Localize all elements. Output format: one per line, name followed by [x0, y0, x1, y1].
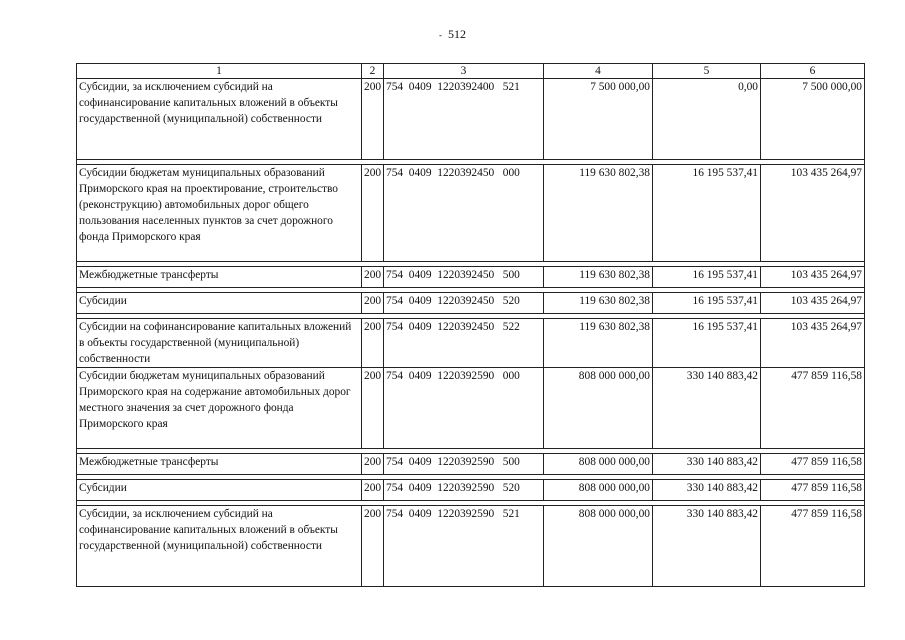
row-remaining-amount: 103 435 264,97 — [761, 319, 865, 368]
row-executed-amount: 16 195 537,41 — [653, 319, 761, 368]
row-executed-amount: 330 140 883,42 — [653, 454, 761, 475]
row-code-200: 200 — [362, 293, 384, 314]
page-number — [0, 27, 905, 42]
row-executed-amount: 16 195 537,41 — [653, 293, 761, 314]
row-executed-amount: 16 195 537,41 — [653, 267, 761, 288]
row-approved-amount: 119 630 802,38 — [544, 165, 653, 262]
row-approved-amount: 808 000 000,00 — [544, 368, 653, 449]
row-code-200: 200 — [362, 165, 384, 262]
row-approved-amount: 808 000 000,00 — [544, 506, 653, 587]
table-row — [77, 454, 865, 475]
row-executed-amount: 330 140 883,42 — [653, 480, 761, 501]
row-approved-amount: 808 000 000,00 — [544, 480, 653, 501]
table-row — [77, 368, 865, 449]
budget-table — [76, 63, 865, 587]
row-approved-amount: 119 630 802,38 — [544, 267, 653, 288]
row-description: Субсидии на софинансирование капитальных вложений в объекты государственной (муниципальной) собственности — [77, 319, 362, 368]
row-remaining-amount: 477 859 116,58 — [761, 454, 865, 475]
table-row — [77, 165, 865, 262]
page-number-value: 512 — [448, 27, 466, 41]
row-code-200: 200 — [362, 454, 384, 475]
row-classification-codes: 754 0409 1220392590 000 — [384, 368, 544, 449]
row-approved-amount: 7 500 000,00 — [544, 79, 653, 160]
row-classification-codes: 754 0409 1220392450 522 — [384, 319, 544, 368]
table-row — [77, 506, 865, 587]
row-remaining-amount: 103 435 264,97 — [761, 293, 865, 314]
row-code-200: 200 — [362, 506, 384, 587]
table-row — [77, 79, 865, 160]
row-remaining-amount: 477 859 116,58 — [761, 368, 865, 449]
row-description: Межбюджетные трансферты — [77, 267, 362, 288]
table-row — [77, 319, 865, 368]
row-classification-codes: 754 0409 1220392400 521 — [384, 79, 544, 160]
header-col-1: 1 — [77, 64, 362, 79]
table-header-row — [77, 64, 865, 79]
row-code-200: 200 — [362, 267, 384, 288]
header-col-3: 3 — [384, 64, 544, 79]
row-classification-codes: 754 0409 1220392450 520 — [384, 293, 544, 314]
row-approved-amount: 119 630 802,38 — [544, 293, 653, 314]
row-classification-codes: 754 0409 1220392450 000 — [384, 165, 544, 262]
row-executed-amount: 330 140 883,42 — [653, 506, 761, 587]
row-code-200: 200 — [362, 79, 384, 160]
table-row — [77, 293, 865, 314]
row-description: Субсидии бюджетам муниципальных образований Приморского края на содержание автомобильных дорог местного значения за счет дорожного фонда Приморского края — [77, 368, 362, 449]
row-description: Субсидии — [77, 480, 362, 501]
table-row — [77, 267, 865, 288]
header-col-5: 5 — [653, 64, 761, 79]
row-approved-amount: 119 630 802,38 — [544, 319, 653, 368]
row-classification-codes: 754 0409 1220392590 520 — [384, 480, 544, 501]
row-description: Субсидии, за исключением субсидий на софинансирование капитальных вложений в объекты государственной (муниципальной) собственности — [77, 79, 362, 160]
row-executed-amount: 16 195 537,41 — [653, 165, 761, 262]
row-executed-amount: 0,00 — [653, 79, 761, 160]
row-remaining-amount: 477 859 116,58 — [761, 506, 865, 587]
row-remaining-amount: 477 859 116,58 — [761, 480, 865, 501]
row-description: Субсидии бюджетам муниципальных образований Приморского края на проектирование, строительство (реконструкцию) автомобильных дорог общего пользования населенных пунктов за счет дорожного фонда Приморского края — [77, 165, 362, 262]
row-code-200: 200 — [362, 368, 384, 449]
row-remaining-amount: 103 435 264,97 — [761, 267, 865, 288]
header-col-4: 4 — [544, 64, 653, 79]
row-classification-codes: 754 0409 1220392450 500 — [384, 267, 544, 288]
row-code-200: 200 — [362, 319, 384, 368]
row-classification-codes: 754 0409 1220392590 500 — [384, 454, 544, 475]
row-executed-amount: 330 140 883,42 — [653, 368, 761, 449]
header-col-2: 2 — [362, 64, 384, 79]
row-remaining-amount: 7 500 000,00 — [761, 79, 865, 160]
row-approved-amount: 808 000 000,00 — [544, 454, 653, 475]
page-mark: - — [439, 30, 442, 41]
header-col-6: 6 — [761, 64, 865, 79]
row-description: Субсидии — [77, 293, 362, 314]
row-code-200: 200 — [362, 480, 384, 501]
table-row — [77, 480, 865, 501]
row-remaining-amount: 103 435 264,97 — [761, 165, 865, 262]
row-description: Межбюджетные трансферты — [77, 454, 362, 475]
row-classification-codes: 754 0409 1220392590 521 — [384, 506, 544, 587]
row-description: Субсидии, за исключением субсидий на софинансирование капитальных вложений в объекты государственной (муниципальной) собственности — [77, 506, 362, 587]
